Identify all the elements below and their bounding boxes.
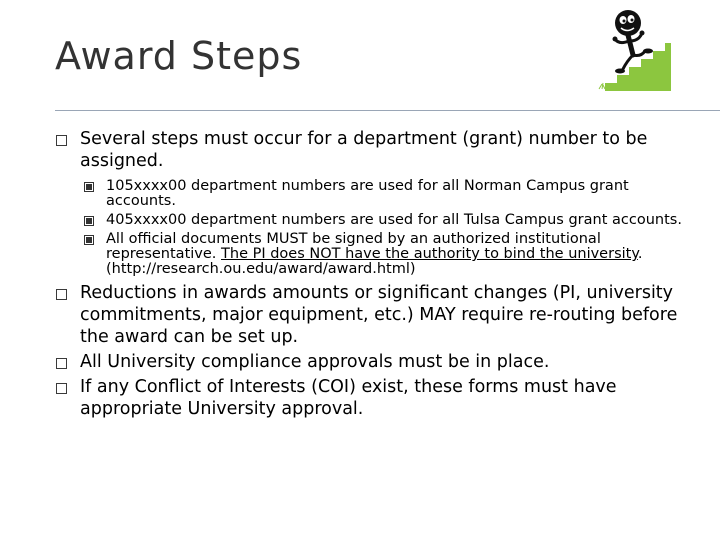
sub-bullet-text-b: . (http://research.ou.edu/award/award.html) [106, 246, 643, 277]
hollow-square-icon [56, 383, 67, 394]
hollow-square-icon [56, 358, 67, 369]
filled-square-icon [84, 235, 94, 245]
slide-title: Award Steps [55, 34, 303, 78]
sub-bullet-text: 105xxxx00 department numbers are used for all Norman Campus grant accounts. [106, 178, 629, 209]
bullet-text: If any Conflict of Interests (COI) exist, these forms must have appropriate University approval. [80, 377, 617, 419]
list-item [56, 282, 696, 348]
filled-square-icon [84, 182, 94, 192]
sub-list-item [80, 179, 696, 209]
hollow-square-icon [56, 135, 67, 146]
filled-square-icon [84, 216, 94, 226]
bullet-text: Reductions in awards amounts or significant changes (PI, university commitments, major equipment, etc.) MAY require re-routing before the award can be set up. [80, 283, 678, 347]
title-divider [55, 110, 720, 111]
sub-bullet-list [80, 179, 696, 277]
stick-figure-climbing-stairs-icon [593, 7, 673, 91]
sub-list-item [80, 232, 696, 277]
sub-list-item [80, 213, 696, 228]
list-item [56, 351, 696, 373]
pi-authority-note: The PI does NOT have the authority to bind the university [221, 246, 638, 262]
sub-bullet-text: 405xxxx00 department numbers are used for all Tulsa Campus grant accounts. [106, 212, 682, 228]
list-item [56, 128, 696, 277]
sub-bullet-text-a: All official documents MUST be signed by an authorized institutional representative. [106, 231, 601, 262]
bullet-text: Several steps must occur for a department (grant) number to be assigned. [80, 129, 648, 171]
green-stairs [605, 43, 671, 91]
hollow-square-icon [56, 289, 67, 300]
bullet-list [56, 128, 696, 423]
bullet-text: All University compliance approvals must be in place. [80, 352, 550, 372]
list-item [56, 376, 696, 420]
